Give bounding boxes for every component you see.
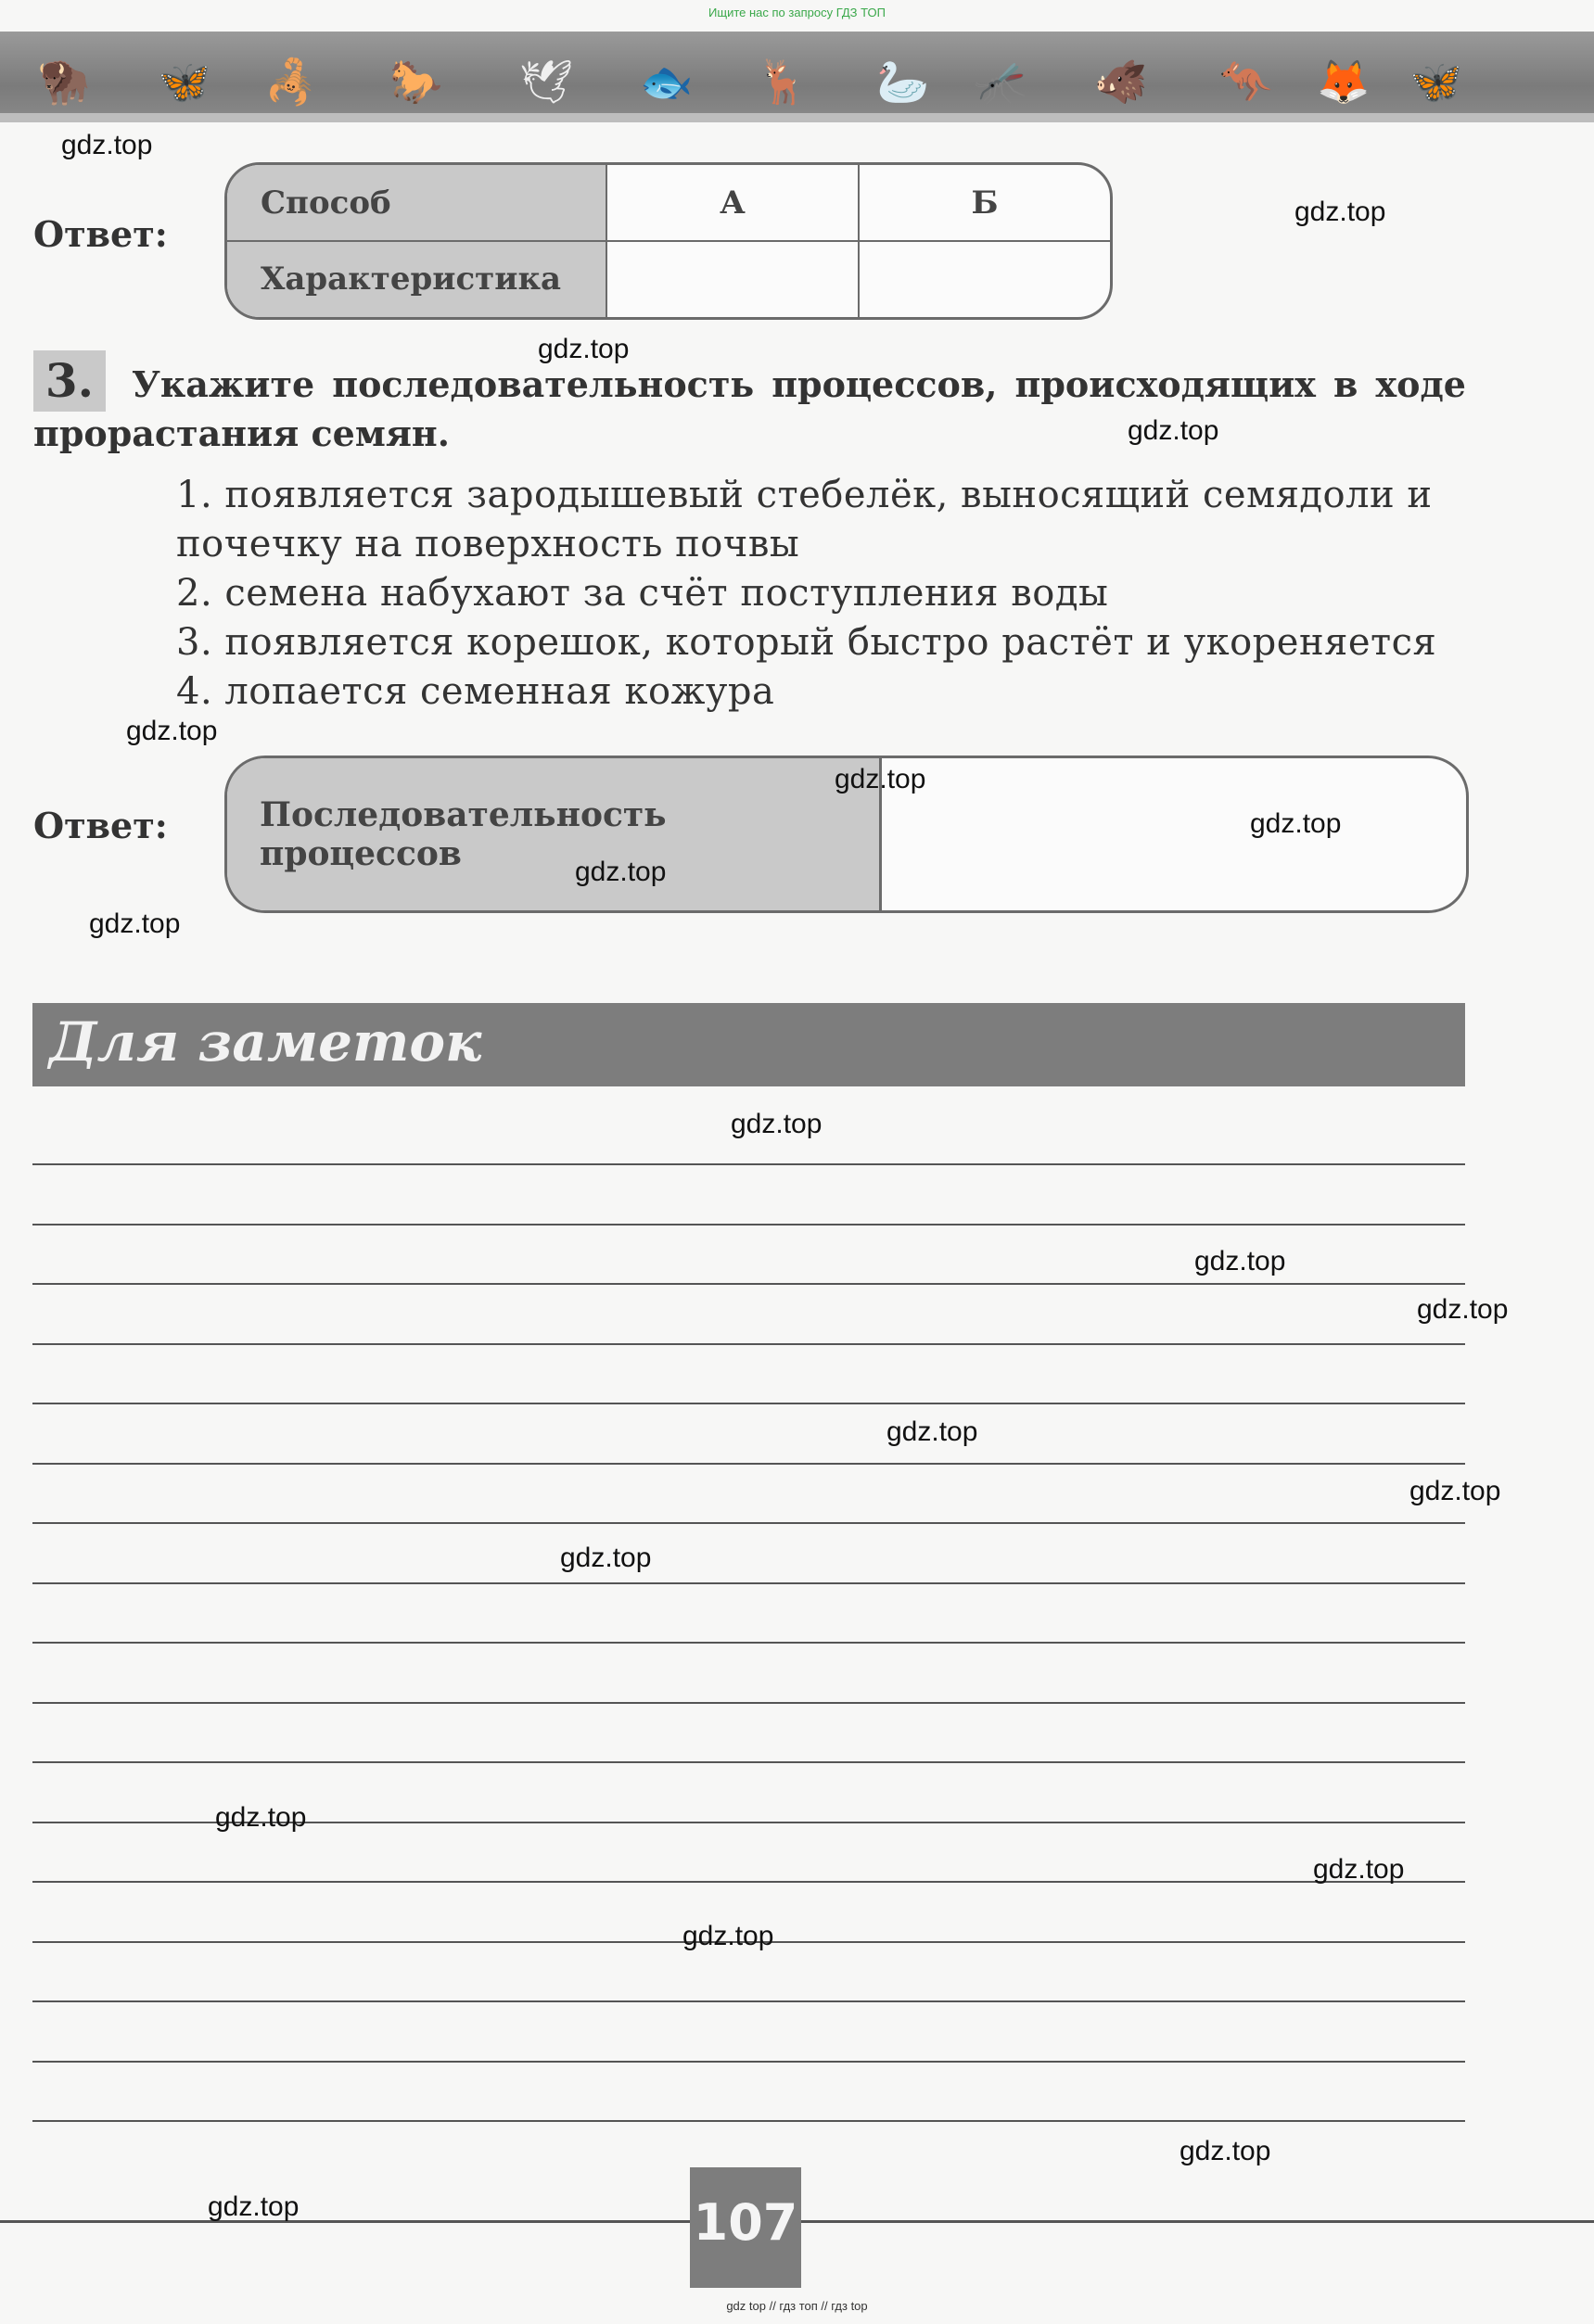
watermark: gdz.top <box>215 1802 307 1833</box>
watermark: gdz.top <box>1294 197 1386 227</box>
kangaroo-icon: 🦘 <box>1219 57 1273 107</box>
method-table <box>224 162 1113 320</box>
butterfly-icon: 🦋 <box>1409 57 1463 107</box>
notes-title: Для заметок <box>49 1010 482 1073</box>
watermark: gdz.top <box>731 1109 823 1139</box>
watermark: gdz.top <box>1313 1854 1405 1885</box>
heron-icon: 🦢 <box>876 57 930 107</box>
process-list <box>176 471 1467 717</box>
note-line[interactable] <box>32 1403 1465 1404</box>
characteristic-a-cell[interactable] <box>607 240 858 317</box>
column-a-header: А <box>720 184 746 222</box>
watermark: gdz.top <box>1409 1476 1501 1506</box>
note-line[interactable] <box>32 1343 1465 1345</box>
method-header: Способ <box>261 184 391 222</box>
watermark: gdz.top <box>560 1543 652 1573</box>
watermark: gdz.top <box>538 334 630 364</box>
watermark: gdz.top <box>208 2191 300 2222</box>
note-line[interactable] <box>32 1522 1465 1524</box>
notes-header <box>32 1003 1465 1086</box>
boar-icon: 🐗 <box>1094 57 1148 107</box>
note-line[interactable] <box>32 1761 1465 1763</box>
watermark: gdz.top <box>126 716 218 746</box>
list-item: 2. семена набухают за счёт поступления воды <box>176 572 1109 615</box>
note-line[interactable] <box>32 1224 1465 1225</box>
answer-label: Ответ: <box>33 805 168 846</box>
note-line[interactable] <box>32 1881 1465 1883</box>
column-b-header: Б <box>971 184 999 222</box>
watermark: gdz.top <box>835 764 926 794</box>
watermark: gdz.top <box>575 857 667 887</box>
watermark: gdz.top <box>61 130 153 160</box>
footer-note: gdz top // гдз топ // гдз top <box>726 2299 868 2313</box>
horse-icon: 🐎 <box>389 57 443 107</box>
bird-icon: 🕊 <box>519 57 574 107</box>
list-item: 4. лопается семенная кожура <box>176 670 775 713</box>
animal-banner <box>0 32 1594 122</box>
header-note: Ищите нас по запросу ГДЗ ТОП <box>708 6 886 19</box>
note-line[interactable] <box>32 1463 1465 1465</box>
watermark: gdz.top <box>1180 2136 1271 2166</box>
question-number: 3. <box>33 350 106 412</box>
insect-icon: 🦟 <box>974 57 1027 107</box>
note-line[interactable] <box>32 1283 1465 1285</box>
fish-icon: 🐟 <box>640 57 694 107</box>
note-line[interactable] <box>32 2120 1465 2122</box>
question-text: Укажите последовательность процессов, происходящих в ходе прорастания семян. <box>33 363 1466 454</box>
fox-icon: 🦊 <box>1317 57 1371 107</box>
list-item: 1. появляется зародышевый стебелёк, выносящий семядоли и почечку на поверхность почвы <box>176 474 1433 565</box>
watermark: gdz.top <box>89 908 181 939</box>
watermark: gdz.top <box>1417 1294 1509 1325</box>
scorpion-icon: 🦂 <box>264 57 318 107</box>
characteristic-header: Характеристика <box>261 260 562 298</box>
note-line[interactable] <box>32 2000 1465 2002</box>
watermark: gdz.top <box>886 1416 978 1447</box>
note-line[interactable] <box>32 1582 1465 1584</box>
note-line[interactable] <box>32 2061 1465 2063</box>
deer-icon: 🦌 <box>756 57 810 107</box>
answer-label: Ответ: <box>33 213 168 255</box>
bison-icon: 🦬 <box>37 57 91 107</box>
note-line[interactable] <box>32 1163 1465 1165</box>
watermark: gdz.top <box>1194 1246 1286 1276</box>
butterfly-icon: 🦋 <box>158 57 211 107</box>
watermark: gdz.top <box>1128 415 1219 446</box>
watermark: gdz.top <box>1250 808 1342 839</box>
characteristic-b-cell[interactable] <box>860 240 1110 317</box>
sequence-answer-cell[interactable] <box>885 758 1466 910</box>
page-number: 107 <box>690 2167 801 2288</box>
watermark: gdz.top <box>682 1921 774 1951</box>
note-line[interactable] <box>32 1702 1465 1704</box>
list-item: 3. появляется корешок, который быстро растёт и укореняется <box>176 621 1437 664</box>
sequence-header: Последовательность процессов <box>227 758 882 910</box>
note-line[interactable] <box>32 1642 1465 1644</box>
